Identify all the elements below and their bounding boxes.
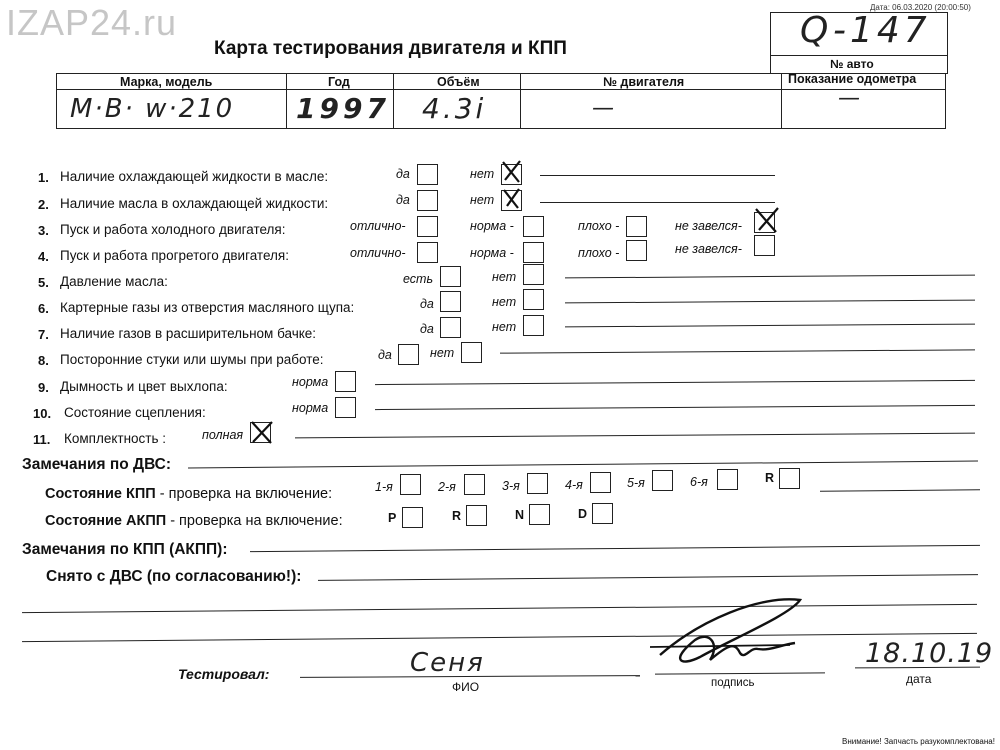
opt-no-7: нет — [492, 320, 517, 334]
checkbox-gear[interactable] — [652, 470, 673, 491]
item-number: 8. — [38, 353, 49, 368]
odometer-value: — — [838, 86, 860, 111]
auto-gear-label: P — [388, 511, 397, 525]
checkbox-7-yes[interactable] — [440, 317, 461, 338]
opt-no-8: нет — [430, 346, 455, 360]
removed-line-2 — [22, 604, 977, 613]
akpp-rest-label: - проверка на включение: — [166, 513, 343, 529]
item-number: 10. — [33, 406, 52, 421]
form-title: Карта тестирования двигателя и КПП — [214, 38, 567, 59]
opt-yes-2: да — [396, 193, 410, 207]
checkbox-8-yes[interactable] — [398, 344, 419, 365]
checkbox-1-yes[interactable] — [417, 164, 438, 185]
checkbox-5-present[interactable] — [440, 266, 461, 287]
checkbox-auto-gear[interactable] — [592, 503, 613, 524]
kpp-rest-label: - проверка на включение: — [155, 486, 333, 502]
checkbox-4-excellent[interactable] — [417, 242, 438, 263]
opt-yes-1: да — [396, 167, 410, 181]
header-volume: Объём — [437, 75, 480, 89]
checkbox-gear[interactable] — [400, 474, 421, 495]
item-number: 7. — [38, 327, 49, 342]
item-label: Наличие масла в охлаждающей жидкости: — [60, 196, 329, 211]
item-number: 2. — [38, 197, 49, 212]
item-number: 5. — [38, 275, 49, 290]
engine-number-value: — — [592, 96, 614, 121]
item-label: Пуск и работа холодного двигателя: — [60, 222, 286, 237]
kpp-label: Состояние КПП — [45, 486, 156, 502]
note-line-1 — [540, 175, 775, 176]
date-value: 18.10.19 — [865, 638, 994, 669]
opt-no-1: нет — [470, 167, 495, 181]
table-col-sep-2 — [393, 73, 394, 128]
akpp-label: Состояние АКПП — [45, 513, 167, 529]
table-col-sep-3 — [520, 73, 521, 128]
note-line-6 — [565, 300, 975, 304]
checkbox-6-no[interactable] — [523, 289, 544, 310]
opt-bad-4: плохо - — [578, 246, 620, 260]
opt-normal-9: норма — [292, 375, 329, 389]
opt-no-5: нет — [492, 270, 517, 284]
removed-line-1 — [318, 574, 978, 581]
remarks-gearbox-line — [250, 545, 980, 552]
opt-complete-11: полная — [202, 428, 244, 442]
check-mark-icon — [499, 184, 525, 212]
opt-excellent-4: отлично- — [350, 246, 406, 260]
checkbox-3-normal[interactable] — [523, 216, 544, 237]
gear-label: R — [765, 471, 775, 485]
opt-bad-3: плохо - — [578, 219, 620, 233]
remarks-gearbox-label: Замечания по КПП (АКПП): — [22, 541, 228, 558]
opt-yes-8: да — [378, 348, 392, 362]
remarks-engine-line — [188, 461, 978, 469]
gear-label: 4-я — [565, 478, 583, 492]
header-engine-number: № двигателя — [603, 75, 685, 89]
check-mark-icon — [248, 418, 276, 446]
checkbox-gear[interactable] — [590, 472, 611, 493]
kpp-section-label — [45, 486, 332, 502]
note-line-8 — [500, 349, 975, 353]
checkbox-4-no-start[interactable] — [754, 235, 775, 256]
gear-label: 2-я — [438, 480, 456, 494]
checkbox-gear[interactable] — [717, 469, 738, 490]
opt-no-2: нет — [470, 193, 495, 207]
checkbox-auto-gear[interactable] — [402, 507, 423, 528]
note-line-5 — [565, 275, 975, 279]
checkbox-auto-gear[interactable] — [529, 504, 550, 525]
checkbox-gear[interactable] — [779, 468, 800, 489]
header-odometer: Показание одометра — [788, 72, 917, 86]
opt-yes-6: да — [420, 297, 434, 311]
handwritten-signature — [640, 585, 805, 680]
check-mark-icon — [752, 205, 782, 235]
header-make-model: Марка, модель — [120, 75, 213, 89]
opt-normal-4: норма - — [470, 246, 514, 260]
removed-from-engine-label: Снято с ДВС (по согласованию!): — [46, 568, 302, 585]
item-label: Комплектность : — [64, 431, 167, 446]
note-line-9 — [375, 380, 975, 385]
akpp-section-label — [45, 513, 343, 529]
kpp-note-line — [820, 489, 980, 491]
opt-no-start-4: не завелся- — [675, 242, 742, 256]
model-value: M·B· w·210 — [70, 94, 235, 124]
checkbox-3-excellent[interactable] — [417, 216, 438, 237]
gear-label: 3-я — [502, 479, 520, 493]
checkbox-7-no[interactable] — [523, 315, 544, 336]
item-number: 4. — [38, 249, 49, 264]
checkbox-4-bad[interactable] — [626, 240, 647, 261]
item-label: Наличие газов в расширительном бачке: — [60, 326, 317, 341]
table-col-sep-4 — [781, 73, 782, 128]
checkbox-8-no[interactable] — [461, 342, 482, 363]
watermark: IZAP24.ru — [6, 2, 178, 43]
date-label: дата — [906, 672, 932, 686]
opt-yes-7: да — [420, 322, 434, 336]
item-number: 9. — [38, 380, 49, 395]
item-label: Дымность и цвет выхлопа: — [60, 379, 228, 394]
gear-label: 1-я — [375, 480, 393, 494]
auto-gear-label: N — [515, 508, 525, 522]
opt-normal-10: норма — [292, 401, 329, 415]
item-label: Картерные газы из отверстия масляного щупа: — [60, 300, 355, 315]
opt-normal-3: норма - — [470, 219, 514, 233]
checkbox-9-normal[interactable] — [335, 371, 356, 392]
table-col-sep-1 — [286, 73, 287, 128]
checkbox-gear[interactable] — [464, 474, 485, 495]
checkbox-gear[interactable] — [527, 473, 548, 494]
footer-warning: Внимание! Запчасть разукомплектована! — [842, 737, 995, 746]
tester-name-value: Сеня — [410, 648, 485, 678]
volume-value: 4.3i — [422, 92, 487, 125]
auto-gear-label: D — [578, 507, 588, 521]
car-number-divider — [770, 55, 948, 56]
print-date-stamp: Дата: 06.03.2020 (20:00:50) — [870, 3, 971, 12]
signature-label: подпись — [711, 677, 755, 689]
gear-label: 5-я — [627, 476, 645, 490]
table-header-divider — [56, 89, 946, 90]
removed-line-3 — [22, 633, 977, 642]
note-line-2 — [540, 202, 775, 203]
checkbox-6-yes[interactable] — [440, 291, 461, 312]
note-line-7 — [565, 324, 975, 328]
checkbox-3-bad[interactable] — [626, 216, 647, 237]
header-year: Год — [328, 75, 350, 89]
opt-present-5: есть — [403, 272, 434, 286]
fio-label: ФИО — [452, 680, 480, 694]
auto-gear-label: R — [452, 509, 462, 523]
item-number: 11. — [33, 432, 51, 447]
gear-label: 6-я — [690, 475, 708, 489]
item-number: 6. — [38, 301, 49, 316]
car-number-label: № авто — [830, 57, 874, 71]
remarks-engine-label: Замечания по ДВС: — [22, 456, 172, 473]
item-label: Давление масла: — [60, 274, 168, 289]
item-number: 3. — [38, 223, 49, 238]
item-label: Пуск и работа прогретого двигателя: — [60, 248, 289, 263]
opt-no-6: нет — [492, 295, 517, 309]
checkbox-auto-gear[interactable] — [466, 505, 487, 526]
tested-by-label: Тестировал: — [178, 666, 270, 682]
check-mark-icon — [499, 158, 525, 186]
opt-excellent-3: отлично- — [350, 219, 406, 233]
checkbox-10-normal[interactable] — [335, 397, 356, 418]
item-number: 1. — [38, 170, 49, 185]
checkbox-5-no[interactable] — [523, 264, 544, 285]
item-label: Посторонние стуки или шумы при работе: — [60, 352, 324, 367]
item-label: Наличие охлаждающей жидкости в масле: — [60, 169, 329, 184]
car-number-value: Q-147 — [800, 10, 931, 51]
note-line-11 — [295, 433, 975, 439]
opt-no-start-3: не завелся- — [675, 219, 742, 233]
year-value: 1997 — [296, 92, 390, 125]
checkbox-4-normal[interactable] — [523, 242, 544, 263]
note-line-10 — [375, 405, 975, 410]
item-label: Состояние сцепления: — [64, 405, 206, 420]
checkbox-2-yes[interactable] — [417, 190, 438, 211]
